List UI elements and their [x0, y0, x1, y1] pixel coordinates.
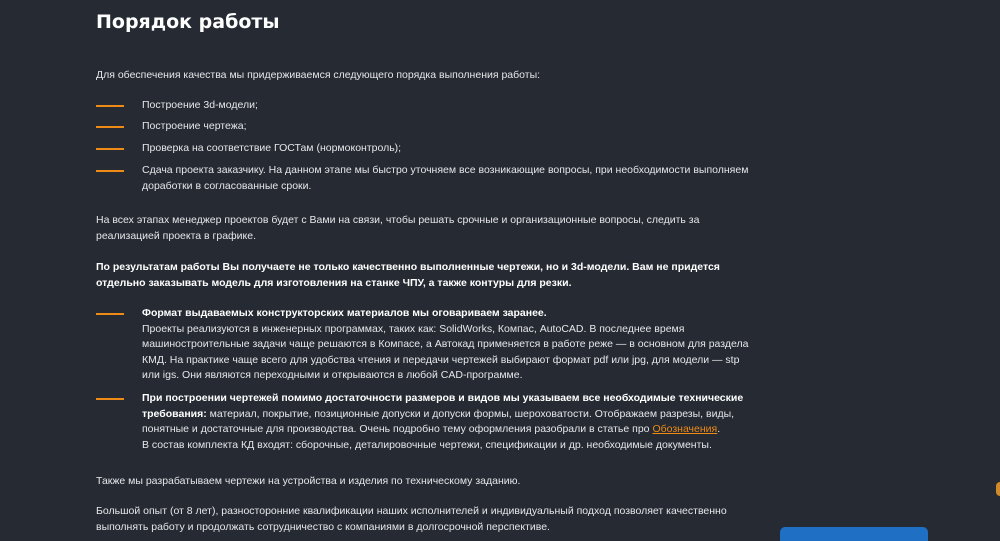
list-item-text: Сдача проекта заказчику. На данном этапе мы быстро уточняем все возникающие вопросы, при необходимости выполняем доработки в согласованные сроки.: [142, 164, 749, 192]
floating-action-button[interactable]: [780, 527, 928, 541]
list-item-text: Проверка на соответствие ГОСТам (нормоконтроль);: [142, 142, 402, 154]
detail-item-text: [142, 306, 752, 384]
list-item-text: Построение 3d-модели;: [142, 99, 258, 111]
dash-bullet-icon: [96, 313, 124, 315]
detail-extra: В состав комплекта КД входят: сборочные, деталировочные чертежи, спецификации и др. необходимые документы.: [142, 438, 712, 451]
page-title: Порядок работы: [96, 11, 280, 33]
detail-heading: При построении чертежей помимо достаточности размеров и видов мы указываем все необходимые технические требования:: [142, 392, 744, 420]
dash-bullet-icon: [96, 105, 124, 107]
list-item-text: Построение чертежа;: [142, 120, 247, 132]
experience-text: Большой опыт (от 8 лет), разносторонние квалификации наших исполнителей и индивидуальный подход позволяет качественно выполнять работу и продолжать сотрудничество с компаниями в долгосрочной перспективе.: [96, 505, 727, 533]
side-widget-handle[interactable]: [996, 482, 1000, 496]
also-text: Также мы разрабатываем чертежи на устройства и изделия по техническому заданию.: [96, 475, 521, 487]
detail-item-text: [142, 391, 752, 453]
detail-heading: Формат выдаваемых конструкторских материалов мы оговариваем заранее.: [142, 307, 547, 319]
designations-link[interactable]: Обозначения: [652, 423, 718, 435]
manager-text: На всех этапах менеджер проектов будет с Вами на связи, чтобы решать срочные и организационные вопросы, следить за реализацией проекта в графике.: [96, 214, 700, 242]
intro-text: Для обеспечения качества мы придерживаемся следующего порядка выполнения работы:: [96, 69, 541, 81]
detail-body-end: .: [717, 423, 721, 435]
results-text: По результатам работы Вы получаете не только качественно выполненные чертежи, но и 3d-модели. Вам не придется отдельно заказывать модель для изготовления на станке ЧПУ, а также контуры для резки.: [96, 261, 720, 289]
dash-bullet-icon: [96, 398, 124, 400]
dash-bullet-icon: [96, 126, 124, 128]
detail-body: Проекты реализуются в инженерных программах, таких как: SolidWorks, Компас, AutoCAD. В последнее время машиностроительные задачи чаще решаются в Компасе, а Автокад применяется в работе реже — в основном для раздела КМД. На практике чаще всего для удобства чтения и передачи чертежей выбирают формат pdf или jpg, для модели — stp или igs. Они являются переходными и открываются в любой CAD-программе.: [142, 322, 749, 381]
detail-body: материал, покрытие, позиционные допуски и допуски формы, шероховатости. Отображаем разрезы, виды, понятные и достаточные для производства. Очень подробно тему оформления разобрали в статье про: [142, 407, 735, 435]
dash-bullet-icon: [96, 170, 124, 172]
dash-bullet-icon: [96, 148, 124, 150]
